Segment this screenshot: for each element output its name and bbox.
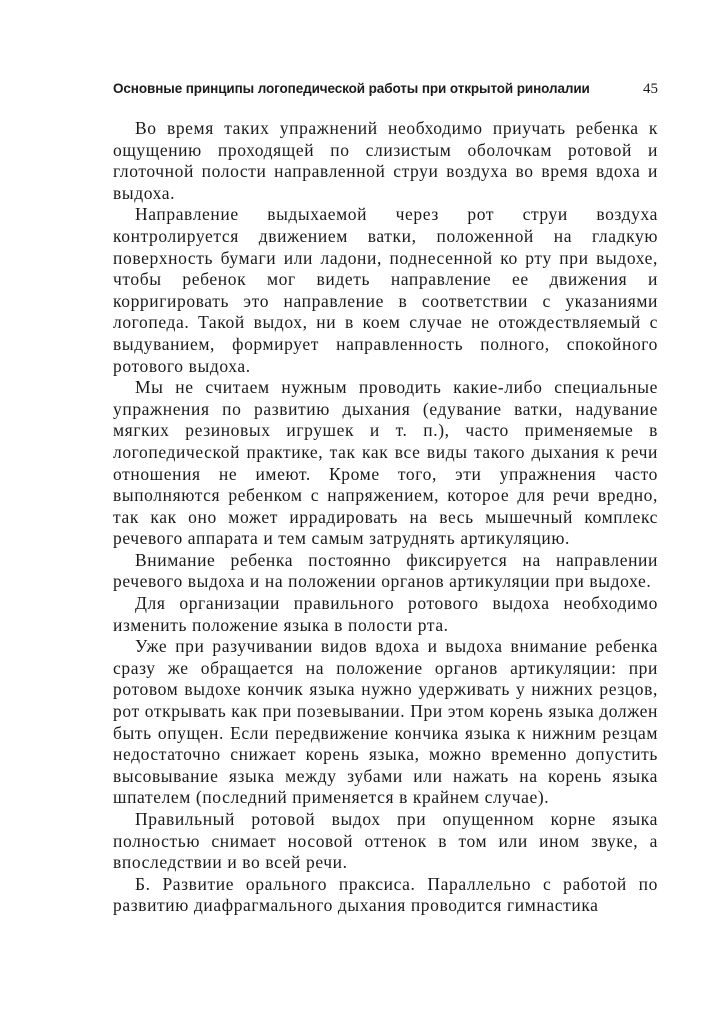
paragraph: Уже при разучивании видов вдоха и выдоха внимание ребенка сразу же обращается на положение органов артикуляции: при ротовом выдохе кончик языка нужно удерживать у нижних резцов, рот открывать как при позевывании. При этом корень языка должен быть опущен. Если передвижение кончика языка к нижним резцам недостаточно снижает корень языка, можно временно допустить высовывание языка между зубами или нажать на корень языка шпателем (последний применяется в крайнем случае). bbox=[113, 636, 658, 808]
paragraph: Во время таких упражнений необходимо приучать ребенка к ощущению проходящей по слизистым оболочкам ротовой и глоточной полости направленной струи воздуха во время вдоха и выдоха. bbox=[113, 118, 658, 203]
paragraph: Для организации правильного ротового выдоха необходимо изменить положение языка в полости рта. bbox=[113, 593, 658, 635]
paragraph: Правильный ротовой выдох при опущенном корне языка полностью снимает носовой оттенок в том или ином звуке, а впоследствии и во всей речи. bbox=[113, 809, 658, 873]
running-header bbox=[113, 78, 658, 100]
chapter-title: Основные принципы логопедической работы при открытой ринолалии bbox=[113, 81, 590, 96]
paragraph: Б. Развитие орального праксиса. Параллельно с работой по развитию диафрагмального дыхания проводится гимнастика bbox=[113, 873, 658, 916]
body-text bbox=[113, 118, 658, 917]
paragraph: Внимание ребенка постоянно фиксируется на направлении речевого выдоха и на положении органов артикуляции при выдохе. bbox=[113, 549, 658, 592]
paragraph: Направление выдыхаемой через рот струи воздуха контролируется движением ватки, положенной на гладкую поверхность бумаги или ладони, поднесенной ко рту при выдохе, чтобы ребенок мог видеть направление ее движения и корригировать это направление в соответствии с указаниями логопеда. Такой выдох, ни в коем случае не отождествляемый с выдуванием, формирует направленность полного, спокойного ротового выдоха. bbox=[113, 204, 658, 376]
page-number: 45 bbox=[643, 81, 658, 97]
paragraph: Мы не считаем нужным проводить какие-либо специальные упражнения по развитию дыхания (едувание ватки, надувание мягких резиновых игрушек и т. п.), часто применяемые в логопедической практике, так как все виды такого дыхания к речи отношения не имеют. Кроме того, эти упражнения часто выполняются ребенком с напряжением, которое для речи вредно, так как оно может иррадировать на весь мышечный комплекс речевого аппарата и тем самым затруднять артикуляцию. bbox=[113, 377, 658, 549]
